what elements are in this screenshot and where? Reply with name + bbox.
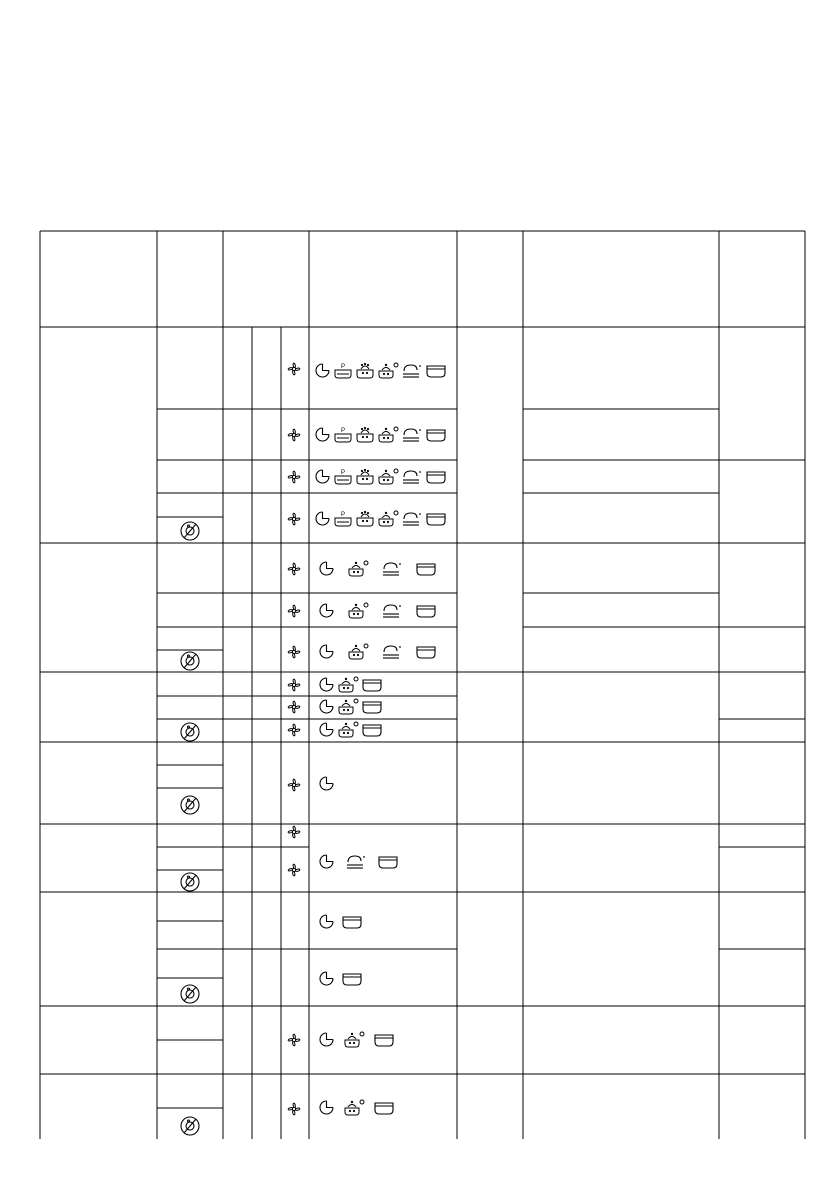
fan-icon [285,776,303,794]
grill-icon [401,510,423,527]
dish-icon [341,970,363,987]
combi-pan-icon [377,426,399,443]
timer-icon [318,721,335,738]
dish-icon [361,676,383,693]
combi-pan-icon [337,676,359,693]
svg-text:P: P [341,512,346,518]
symbol-group [285,721,305,739]
symbol-group [318,721,385,738]
symbol-group [285,643,305,661]
symbol-group [285,510,305,528]
fan-icon [285,426,303,444]
symbol-group [318,643,449,660]
fan-icon [285,643,303,661]
timer-icon [314,510,331,527]
symbol-group [285,676,305,694]
grill-icon [381,602,403,619]
symbol-group [179,983,203,1005]
symbol-group [318,970,369,987]
no-preheat-icon [179,1115,201,1137]
fan-icon [285,1100,303,1118]
symbol-group [318,775,337,792]
grill-icon [401,468,423,485]
fan-icon [285,560,303,578]
timer-icon [318,676,335,693]
dish-icon [425,362,447,379]
no-preheat-icon [179,983,201,1005]
dish-icon [377,853,399,870]
symbol-group [318,913,369,930]
timer-icon [318,775,335,792]
fan-icon [285,861,303,879]
combi-pan-icon [347,602,369,619]
combi-pan-icon [343,1031,365,1048]
fan-icon [285,510,303,528]
grill-icon [381,643,403,660]
timer-icon [318,643,335,660]
fan-icon [285,698,303,716]
dish-icon [415,643,437,660]
symbol-group [318,1031,403,1048]
timer-icon [318,560,335,577]
svg-text:P: P [341,470,346,476]
pressure-pan-icon [333,362,353,379]
steam-pan-icon [355,426,375,443]
combi-pan-icon [377,510,399,527]
grill-icon [401,362,423,379]
symbol-group [285,1100,305,1118]
no-preheat-icon [179,794,201,816]
dish-icon [373,1099,395,1116]
pressure-pan-icon [333,426,353,443]
timer-icon [318,970,335,987]
symbol-group [179,871,203,893]
fan-icon [285,676,303,694]
timer-icon [318,1031,335,1048]
fan-icon [285,468,303,486]
symbol-group [285,776,305,794]
symbol-group [285,560,305,578]
grill-icon [345,853,367,870]
symbol-group [318,676,385,693]
fan-icon [285,1031,303,1049]
symbol-group [179,794,203,816]
dish-icon [361,721,383,738]
timer-icon [318,853,335,870]
no-preheat-icon [179,520,201,542]
grill-icon [401,426,423,443]
symbol-group [318,698,385,715]
symbol-group [318,602,449,619]
svg-text:P: P [341,364,346,370]
symbol-group [179,650,203,672]
dish-icon [415,602,437,619]
fan-icon [285,823,303,841]
dish-icon [373,1031,395,1048]
timer-icon [314,468,331,485]
fan-icon [285,721,303,739]
symbol-group [285,602,305,620]
symbol-group [285,861,305,879]
dish-icon [361,698,383,715]
combi-pan-icon [377,362,399,379]
svg-text:P: P [341,428,346,434]
symbol-group [314,468,449,485]
symbol-group [179,520,203,542]
steam-pan-icon [355,510,375,527]
symbol-group [285,426,305,444]
symbol-group [285,1031,305,1049]
symbol-group [314,510,449,527]
symbol-group [285,823,305,841]
symbol-group [285,468,305,486]
combi-pan-icon [337,721,359,738]
timer-icon [318,698,335,715]
dish-icon [425,426,447,443]
no-preheat-icon [179,650,201,672]
dish-icon [425,468,447,485]
symbol-group [318,1099,403,1116]
symbol-group [314,426,449,443]
combi-pan-icon [343,1099,365,1116]
timer-icon [318,913,335,930]
grill-icon [381,560,403,577]
pressure-pan-icon [333,510,353,527]
combi-pan-icon [347,643,369,660]
fan-icon [285,602,303,620]
steam-pan-icon [355,468,375,485]
dish-icon [425,510,447,527]
dish-icon [415,560,437,577]
symbol-group [314,362,449,379]
symbol-group [285,698,305,716]
no-preheat-icon [179,871,201,893]
combi-pan-icon [347,560,369,577]
pressure-pan-icon [333,468,353,485]
combi-pan-icon [377,468,399,485]
symbol-group [179,721,203,743]
no-preheat-icon [179,721,201,743]
symbol-group [285,360,305,378]
timer-icon [318,1099,335,1116]
steam-pan-icon [355,362,375,379]
symbol-group [179,1115,203,1137]
timer-icon [318,602,335,619]
fan-icon [285,360,303,378]
dish-icon [341,913,363,930]
timer-icon [314,362,331,379]
timer-icon [314,426,331,443]
symbol-group [318,853,409,870]
symbol-group [318,560,449,577]
combi-pan-icon [337,698,359,715]
